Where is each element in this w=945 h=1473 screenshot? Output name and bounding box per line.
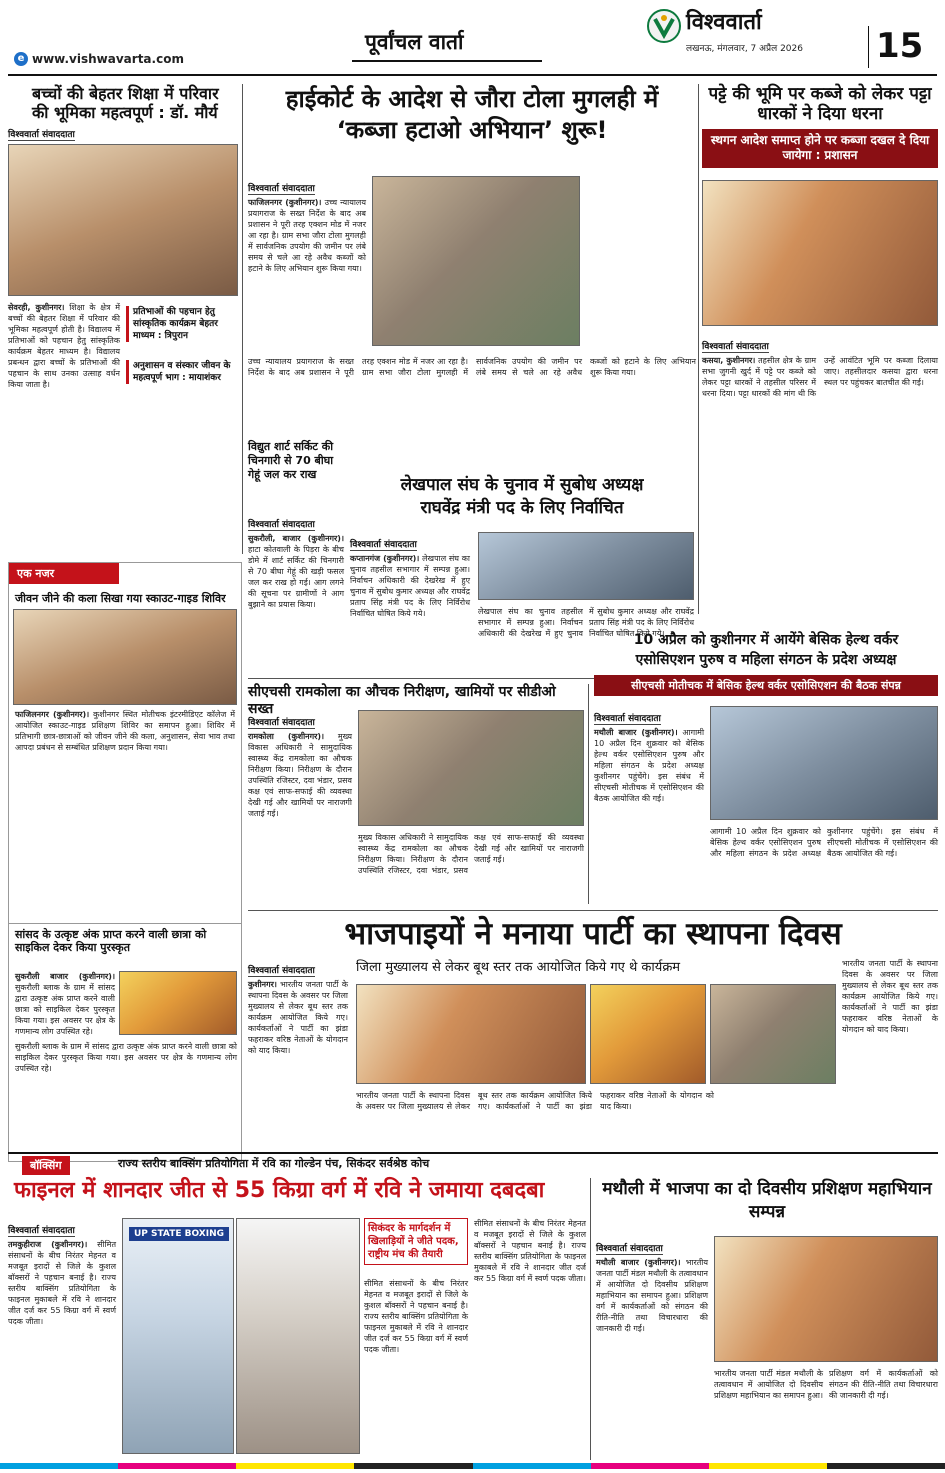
vidyut-headline: विद्युत शार्ट सर्किट की चिनगारी से 70 बीघा गेहूं जल कर राख — [248, 440, 334, 481]
lekhpal-headline-2: राघवेंद्र मंत्री पद के लिए निर्वाचित — [420, 497, 624, 518]
bjp-headline: भाजपाइयों ने मनाया पार्टी का स्थापना दिवस — [344, 916, 842, 952]
boxing-body-text: सीमित संसाधनों के बीच निरंतर मेहनत व मजबूत इरादों से जिले के कुशल बॉक्सरों ने पहचान बनाई है। राज्य स्तरीय बाक्सिंग प्रतियोगिता के फाइनल मुकाबले में रवि ने शानदार जीत दर्ज कर 55 किग्रा वर्ग में स्वर्ण पदक जीता। — [8, 1240, 117, 1326]
bjp-body-text: भारतीय जनता पार्टी के स्थापना दिवस के अवसर पर जिला मुख्यालय से लेकर बूथ स्तर तक कार्यक्रम आयोजित किये गए। कार्यकर्ताओं ने पार्टी का झंडा फहराकर वरिष्ठ नेताओं के योगदान को याद किया। — [248, 980, 348, 1055]
vidyut-place: सुकरौली, बाजार (कुशीनगर)। — [248, 534, 344, 543]
edu-body-text: शिक्षा के क्षेत्र में बच्चों की बेहतर शिक्षा में परिवार की भूमिका महत्वपूर्ण होती है। विद्यालय में प्रतिभाओं को पहचान हेतु सांस्कृतिक कार्यक्रम बेहतर माध्यम है। विद्यालय प्रबन्धन द्वारा बच्चों के प्रतिभाओं की पहचान के साथ उनका उत्साह वर्धन किया जाता है। — [8, 303, 121, 389]
boxing-strap — [8, 1152, 938, 1174]
lekhpal-place: कप्तानगंज (कुशीनगर)। — [350, 554, 420, 563]
dharna-subhead: स्थगन आदेश समाप्त होने पर कब्जा दखल दे दिया जायेगा : प्रशासन — [710, 132, 930, 163]
dharna-body — [702, 355, 938, 635]
edu-body-col1 — [8, 302, 120, 552]
boxing-strap-text: राज्य स्तरीय बाक्सिंग प्रतियोगिता में रवि का गोल्डेन पंच, सिकंदर सर्वश्रेष्ठ कोच — [118, 1157, 430, 1170]
health-byline: विश्ववार्ता संवाददाता — [594, 711, 661, 725]
color-strip-magenta — [118, 1463, 236, 1469]
lead-headline — [248, 84, 696, 146]
lead-byline: विश्ववार्ता संवाददाता — [248, 181, 315, 195]
lekhpal-photo — [478, 532, 694, 600]
boxing-headline: फाइनल में शानदार जीत से 55 किग्रा वर्ग में रवि ने जमाया दबदबा — [14, 1178, 545, 1203]
boxing-sidebar — [364, 1218, 468, 1265]
mathauli-photo — [714, 1236, 938, 1362]
lekhpal-headline-1: लेखपाल संघ के चुनाव में सुबोध अध्यक्ष — [400, 475, 644, 495]
mathauli-textblock — [596, 1236, 708, 1467]
boxing-banner-text: UP STATE BOXING — [133, 1229, 225, 1239]
chc-body-bottom — [358, 832, 584, 900]
color-strip-cyan — [0, 1463, 118, 1469]
brand-logo-icon — [647, 9, 681, 43]
mathauli-body-bottom — [714, 1368, 938, 1450]
bjp-body-right — [842, 958, 938, 1144]
cycle-body-text: सुकरौली ब्लाक के ग्राम में सांसद द्वारा उत्कृष्ट अंक प्राप्त करने वाली छात्रा को साइकिल देकर पुरस्कृत किया गया। इस अवसर पर क्षेत्र के गणमान्य लोग उपस्थित रहे। — [15, 983, 115, 1036]
boxing-label: बॉक्सिंग — [30, 1159, 62, 1172]
cycle-body-continued: सुकरौली ब्लाक के ग्राम में सांसद द्वारा उत्कृष्ट अंक प्राप्त करने वाली छात्रा को साइकिल देकर पुरस्कृत किया गया। इस अवसर पर क्षेत्र के गणमान्य लोग उपस्थित रहे। — [15, 1042, 237, 1073]
boxing-sidebar-text: सिकंदर के मार्गदर्शन में खिलाड़ियों ने जीते पदक, राष्ट्रीय मंच की तैयारी — [368, 1223, 459, 1260]
ek-nazar-place: फाजिलनगर (कुशीनगर)। — [15, 710, 90, 720]
column-rule-1 — [242, 84, 243, 554]
boxing-byline: विश्ववार्ता संवाददाता — [8, 1223, 75, 1237]
mathauli-body-continued: भारतीय जनता पार्टी मंडल मथौली के तत्वावधान में आयोजित दो दिवसीय प्रशिक्षण महाभियान का समापन हुआ। प्रशिक्षण वर्ग में कार्यकर्ताओं को संगठन की रीति-नीति तथा विचारधारा की जानकारी दी गई। — [714, 1369, 938, 1400]
vidyut-body-area — [248, 512, 344, 662]
color-strip-yellow-2 — [709, 1463, 827, 1469]
lead-body-text: उच्च न्यायालय प्रयागराज के सख्त निर्देश के बाद अब प्रशासन ने पूरी तरह एक्शन मोड में नजर आ रहा है। ग्राम सभा जौरा टोला मुगलही में सार्वजनिक उपयोग की जमीन पर लंबे समय से चले आ रहे अवैध कब्जों को हटाने के लिए अभियान शुरू किया गया। — [248, 198, 366, 273]
boxing-photo-2 — [236, 1218, 360, 1454]
dharna-headline: पट्टे की भूमि पर कब्जे को लेकर पट्टा धारकों ने दिया धरना — [708, 84, 932, 125]
lead-article — [248, 84, 696, 464]
health-body — [594, 727, 704, 907]
color-strip-yellow — [236, 1463, 354, 1469]
dharna-photo — [702, 180, 938, 326]
health-photo — [710, 706, 938, 820]
boxing-photo-1 — [122, 1218, 234, 1454]
chc-article — [248, 684, 584, 904]
health-headline — [594, 630, 938, 671]
boxing-body-far-text: सीमित संसाधनों के बीच निरंतर मेहनत व मजबूत इरादों से जिले के कुशल बॉक्सरों ने पहचान बनाई है। राज्य स्तरीय बाक्सिंग प्रतियोगिता के फाइनल मुकाबले में रवि ने शानदार जीत दर्ज कर 55 किग्रा वर्ग में स्वर्ण पदक जीता। — [474, 1219, 586, 1283]
health-subhead-box — [594, 675, 938, 696]
chc-body — [248, 731, 352, 901]
page-number-box — [868, 26, 869, 68]
brand-name: विश्ववार्ता — [686, 10, 762, 35]
lead-body-bottom — [248, 356, 696, 436]
ek-nazar-label-bar — [9, 563, 119, 584]
boxing-body — [8, 1239, 116, 1469]
boxing-label-box — [22, 1156, 70, 1175]
chc-textblock — [248, 710, 352, 901]
dharna-body-text: तहसील क्षेत्र के ग्राम सभा जुगनी खुर्द में पट्टे पर कब्जे को लेकर पट्टा धारकों ने तहसील परिसर में धरना दिया। पट्टा धारकों की मांग थी कि उन्हें आवंटित भूमि पर कब्जा दिलाया जाए। तहसीलदार कसया द्वारा धरना स्थल पर पहुंचकर बातचीत की गई। — [702, 356, 938, 398]
bjp-article — [248, 916, 938, 1148]
vidyut-body-text: हाटा कोतवाली के पिड़रा के बीच डोमे में शार्ट सर्किट की चिनगारी से 70 बीघा गेहूं की खड़ी फसल जल कर राख हो गई। आग लगने की सूचना पर ग्रामीणों ने आग बुझाने का प्रयास किया। — [248, 545, 344, 609]
row-rule-2 — [248, 910, 938, 911]
dharna-byline: विश्ववार्ता संवाददाता — [702, 339, 769, 353]
health-subhead: सीएचसी मोतीचक में बेसिक हेल्थ वर्कर एसोसिएशन की बैठक संपन्न — [631, 678, 901, 692]
cycle-photo — [119, 971, 237, 1035]
cycle-body-bottom — [15, 1041, 237, 1151]
bjp-photo-1 — [356, 984, 586, 1084]
mathauli-place: मथौली बाजार (कुशीनगर)। — [596, 1258, 681, 1267]
edu-pullquote-1 — [126, 306, 238, 342]
mathauli-headline: मथौली में भाजपा का दो दिवसीय प्रशिक्षण महाभियान सम्पन्न — [602, 1179, 932, 1222]
chc-photo — [358, 710, 584, 826]
bjp-subhead: जिला मुख्यालय से लेकर बूथ स्तर तक आयोजित किये गए थे कार्यक्रम — [356, 960, 681, 975]
bjp-body-continued: भारतीय जनता पार्टी के स्थापना दिवस के अवसर पर जिला मुख्यालय से लेकर बूथ स्तर तक कार्यक्रम आयोजित किये गए। कार्यकर्ताओं ने पार्टी का झंडा फहराकर वरिष्ठ नेताओं के योगदान को याद किया। — [356, 1091, 714, 1111]
ek-nazar-box — [8, 562, 242, 1162]
section-title: पूर्वांचल वार्ता — [365, 30, 464, 54]
bjp-body-bottom — [356, 1090, 836, 1146]
column-rule-3 — [588, 684, 589, 904]
lekhpal-headline — [350, 474, 694, 520]
color-strip-black-2 — [827, 1463, 945, 1469]
mathauli-body — [596, 1257, 708, 1467]
health-place: मथौली बाजार (कुशीनगर)। — [594, 728, 678, 737]
bjp-body-right-text: भारतीय जनता पार्टी के स्थापना दिवस के अवसर पर जिला मुख्यालय से लेकर बूथ स्तर तक कार्यक्रम आयोजित किये गए। कार्यकर्ताओं ने पार्टी का झंडा फहराकर वरिष्ठ नेताओं के योगदान को याद किया। — [842, 959, 938, 1034]
bjp-body — [248, 979, 348, 1159]
edu-photo — [8, 144, 238, 296]
chc-byline: विश्ववार्ता संवाददाता — [248, 715, 315, 729]
edu-headline: बच्चों की बेहतर शिक्षा में परिवार की भूमिका महत्वपूर्ण : डॉ. मौर्य — [32, 84, 219, 123]
cycle-body — [15, 971, 115, 1036]
boxing-place: तमकुहीराज (कुशीनगर)। — [8, 1240, 88, 1249]
lekhpal-body-text: लेखपाल संघ का चुनाव तहसील सभागार में सम्पन्न हुआ। निर्वाचन अधिकारी की देखरेख में हुए चुनाव में सुबोध कुमार अध्यक्ष और राघवेंद्र प्रताप सिंह मंत्री पद के लिए निर्विरोध निर्वाचित घोषित किये गये। — [350, 554, 470, 618]
bjp-photo-3 — [710, 984, 836, 1084]
lead-body-continued: उच्च न्यायालय प्रयागराज के सख्त निर्देश के बाद अब प्रशासन ने पूरी तरह एक्शन मोड में नजर आ रहा है। ग्राम सभा जौरा टोला मुगलही में सार्वजनिक उपयोग की जमीन पर लंबे समय से चले आ रहे अवैध कब्जों को हटाने के लिए अभियान शुरू किया गया। — [248, 357, 696, 377]
chc-body-text: मुख्य विकास अधिकारी ने सामुदायिक स्वास्थ्य केंद्र रामकोला का औचक निरीक्षण किया। निरीक्षण के दौरान उपस्थिति रजिस्टर, दवा भंडार, प्रसव कक्ष एवं साफ-सफाई की व्यवस्था देखी गई और खामियों पर नाराजगी जताई गई। — [248, 732, 352, 818]
health-headline-1: 10 अप्रैल को कुशीनगर में आयेंगे बेसिक हेल्थ वर्कर — [633, 632, 899, 648]
web-icon: e — [14, 52, 28, 66]
health-textblock — [594, 706, 704, 907]
bjp-textblock — [248, 958, 348, 1159]
ek-nazar-label: एक नजर — [17, 567, 55, 580]
health-article — [594, 630, 938, 906]
chc-body-continued: मुख्य विकास अधिकारी ने सामुदायिक स्वास्थ्य केंद्र रामकोला का औचक निरीक्षण किया। निरीक्षण के दौरान उपस्थिति रजिस्टर, दवा भंडार, प्रसव कक्ष एवं साफ-सफाई की व्यवस्था देखी गई और खामियों पर नाराजगी जताई गई। — [358, 833, 584, 875]
boxing-body-far — [474, 1218, 586, 1454]
cycle-place: सुकरौली बाजार (कुशीनगर)। — [15, 972, 115, 981]
lead-headline-1: हाईकोर्ट के आदेश से जौरा टोला मुगलही में — [285, 85, 659, 113]
lead-body — [248, 197, 366, 367]
edu-byline: विश्ववार्ता संवाददाता — [8, 127, 75, 141]
section-underline — [352, 60, 542, 62]
color-strip-magenta-2 — [591, 1463, 709, 1469]
health-body-text: आगामी 10 अप्रैल दिन शुक्रवार को बेसिक हेल्थ वर्कर एसोसिएशन पुरुष और महिला संगठन के प्रदेश अध्यक्ष कुशीनगर पहुंचेंगे। इस संबंध में सीएचसी मोतीचक में एसोसिएशन की बैठक आयोजित की गई। — [594, 728, 705, 803]
bjp-place: कुशीनगर। — [248, 980, 277, 989]
lead-photo — [372, 176, 580, 346]
boxing-banner — [129, 1227, 229, 1241]
bjp-photo-2 — [590, 984, 706, 1084]
health-body-continued: आगामी 10 अप्रैल दिन शुक्रवार को बेसिक हेल्थ वर्कर एसोसिएशन पुरुष और महिला संगठन के प्रदेश अध्यक्ष कुशीनगर पहुंचेंगे। इस संबंध में सीएचसी मोतीचक में एसोसिएशन की बैठक आयोजित की गई। — [710, 827, 938, 858]
boxing-body-right — [364, 1278, 468, 1454]
mathauli-byline: विश्ववार्ता संवाददाता — [596, 1241, 663, 1255]
header-rule — [8, 74, 937, 76]
ek-nazar-body-text: कुशीनगर स्थित मोतीचक इंटरमीडिएट कॉलेज में आयोजित स्काउट-गाइड प्रशिक्षण शिविर का समापन हुआ। शिविर में प्रतिभागी छात्र-छात्राओं को जीवन जीने की कला, अनुशासन, सेवा भाव तथा आपदा प्रबंधन से सम्बंधित प्रशिक्षण प्रदान किया गया। — [15, 710, 236, 753]
lekhpal-body — [350, 553, 470, 673]
dharna-article — [702, 84, 938, 624]
color-strip-cyan-2 — [473, 1463, 591, 1469]
website-url[interactable]: www.vishwavarta.com — [32, 52, 184, 66]
boxing-textblock — [8, 1218, 116, 1469]
edu-article — [8, 84, 238, 554]
health-headline-2: एसोसिएशन पुरुष व महिला संगठन के प्रदेश अध्यक्ष — [635, 652, 897, 669]
dharna-place: कसया, कुशीनगर। — [702, 356, 756, 365]
masthead — [0, 0, 945, 72]
dharna-textblock — [702, 334, 938, 635]
mathauli-body-text: भारतीय जनता पार्टी मंडल मथौली के तत्वावधान में आयोजित दो दिवसीय प्रशिक्षण महाभियान का समापन हुआ। प्रशिक्षण वर्ग में कार्यकर्ताओं को संगठन की रीति-नीति तथा विचारधारा की जानकारी दी गई। — [596, 1258, 709, 1333]
chc-headline: सीएचसी रामकोला का औचक निरीक्षण, खामियों पर सीडीओ सख्त — [248, 684, 556, 717]
mathauli-article — [596, 1178, 938, 1460]
color-strip-black — [354, 1463, 472, 1469]
chc-place: रामकोला (कुशीनगर)। — [248, 732, 325, 741]
edu-pull2-text: अनुशासन व संस्कार जीवन के महत्वपूर्ण भाग : मायाशंकर — [133, 361, 231, 383]
ek-nazar-photo — [13, 609, 237, 705]
lekhpal-body-continued: लेखपाल संघ का चुनाव तहसील सभागार में सम्पन्न हुआ। निर्वाचन अधिकारी की देखरेख में हुए चुनाव में सुबोध कुमार अध्यक्ष और राघवेंद्र प्रताप सिंह मंत्री पद के लिए निर्विरोध निर्वाचित घोषित किये गये। — [478, 607, 694, 638]
vidyut-byline: विश्ववार्ता संवाददाता — [248, 517, 315, 531]
column-rule-2 — [698, 84, 699, 614]
lead-headline-2: ‘कब्जा हटाओ अभियान’ शुरू! — [336, 116, 608, 145]
boxing-article — [8, 1178, 586, 1460]
dateline: लखनऊ, मंगलवार, 7 अप्रैल 2026 — [686, 44, 803, 54]
edu-pullquote-2 — [126, 360, 238, 384]
edu-place: सेवरही, कुशीनगर। — [8, 303, 65, 312]
ek-nazar-body — [9, 705, 241, 923]
ek-nazar-headline: जीवन जीने की कला सिखा गया स्काउट-गाइड शिविर — [15, 592, 226, 605]
dharna-subhead-box — [702, 129, 938, 168]
lekhpal-textblock — [350, 532, 470, 673]
lead-textblock — [248, 176, 366, 367]
bjp-byline: विश्ववार्ता संवाददाता — [248, 963, 315, 977]
lekhpal-byline: विश्ववार्ता संवाददाता — [350, 537, 417, 551]
cycle-headline: सांसद के उत्कृष्ट अंक प्राप्त करने वाली छात्रा को साइकिल देकर किया पुरस्कृत — [9, 923, 241, 958]
health-body-bottom — [710, 826, 938, 902]
column-rule-4 — [590, 1178, 591, 1460]
color-strip — [0, 1463, 945, 1469]
page-number: 15 — [876, 26, 924, 66]
vidyut-body — [248, 533, 344, 663]
lead-place: फाजिलनगर (कुशीनगर)। — [248, 198, 322, 207]
edu-pull1-text: प्रतिभाओं की पहचान हेतु सांस्कृतिक कार्यक्रम बेहतर माध्यम : त्रिपुरान — [133, 307, 218, 341]
boxing-body-right-text: सीमित संसाधनों के बीच निरंतर मेहनत व मजबूत इरादों से जिले के कुशल बॉक्सरों ने पहचान बनाई है। राज्य स्तरीय बाक्सिंग प्रतियोगिता के फाइनल मुकाबले में रवि ने शानदार जीत दर्ज कर 55 किग्रा वर्ग में स्वर्ण पदक जीता। — [364, 1279, 468, 1354]
